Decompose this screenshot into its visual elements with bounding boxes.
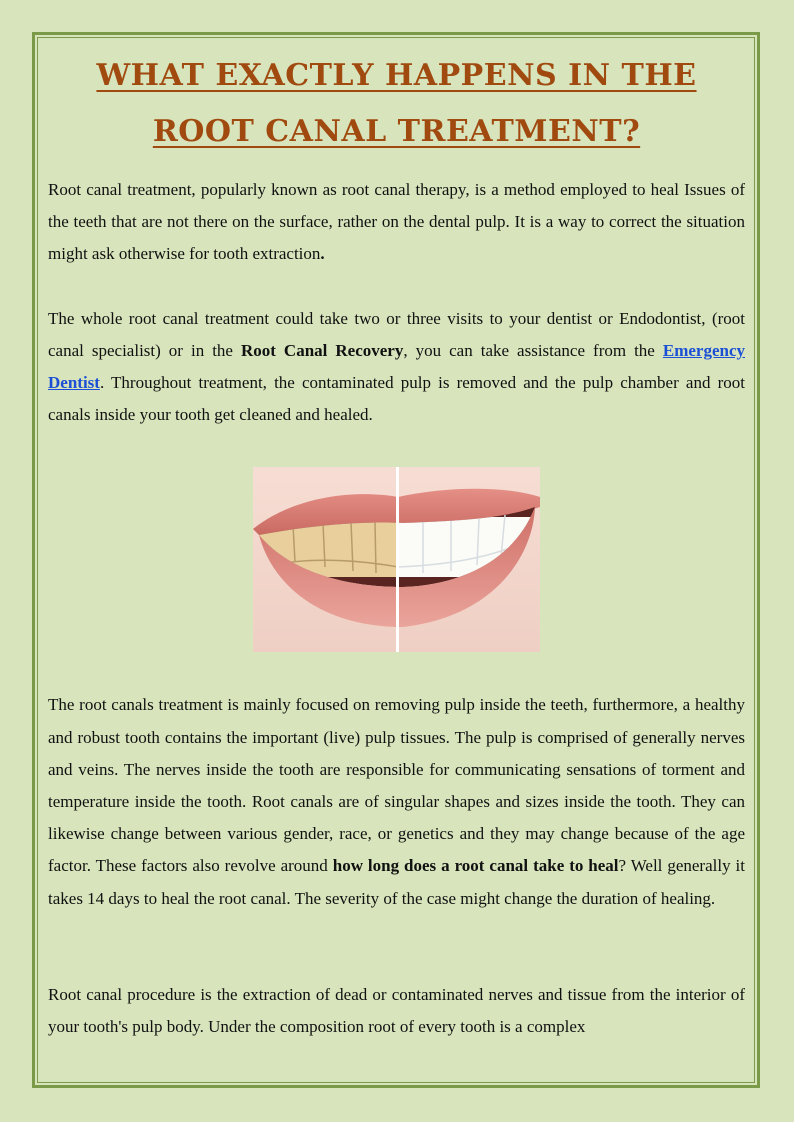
healing-time-bold: how long does a root canal take to heal xyxy=(332,856,619,876)
paragraph-intro-text: Root canal treatment, popularly known as root canal therapy, is a method employed to heal Issues of the teeth that are not there on the surface, rather on the dental pulp. It is a way to correct the situation might ask otherwise for tooth extraction xyxy=(48,180,745,264)
page-title: WHAT EXACTLY HAPPENS IN THE ROOT CANAL TREATMENT? xyxy=(96,58,697,149)
paragraph-pulp xyxy=(48,689,745,914)
smile-illustration xyxy=(253,467,540,652)
paragraph-intro-end: . xyxy=(320,244,325,264)
paragraph-visits-text-b: , you can take assistance from the xyxy=(403,340,663,360)
paragraph-intro xyxy=(48,174,745,271)
paragraph-procedure: Root canal procedure is the extraction of dead or contaminated nerves and tissue from the interior of your tooth's pulp body. Under the composition root of every tooth is a complex xyxy=(48,984,745,1037)
emergency-dentist-link[interactable]: Emergency Dentist xyxy=(48,340,745,393)
root-canal-recovery-bold: Root Canal Recovery xyxy=(240,340,404,360)
paragraph-visits xyxy=(48,303,745,432)
paragraph-pulp-text-a: The root canals treatment is mainly focused on removing pulp inside the teeth, furthermore, a healthy and robust tooth contains the important (live) pulp tissues. The pulp is comprised of generally nerves and veins. The nerves inside the tooth are responsible for communicating sensations of torment and temperature inside the tooth. Root canals are of singular shapes and sizes inside the tooth. They can likewise change between various gender, race, or genetics and they may change because of the age factor. These factors also revolve around xyxy=(48,695,745,876)
paragraph-visits-text-c: . Throughout treatment, the contaminated pulp is removed and the pulp chamber and root canals inside your tooth get cleaned and healed. xyxy=(48,373,745,425)
document-body xyxy=(48,48,745,1078)
paragraph-pulp-text-b: ? Well generally it takes 14 days to heal the root canal. The severity of the case might change the duration of healing. xyxy=(48,856,745,908)
paragraph-visits-text-a: The whole root canal treatment could take two or three visits to your dentist or Endodontist, (root canal specialist) or in the xyxy=(48,308,745,360)
teeth-whitening-image xyxy=(253,467,540,652)
